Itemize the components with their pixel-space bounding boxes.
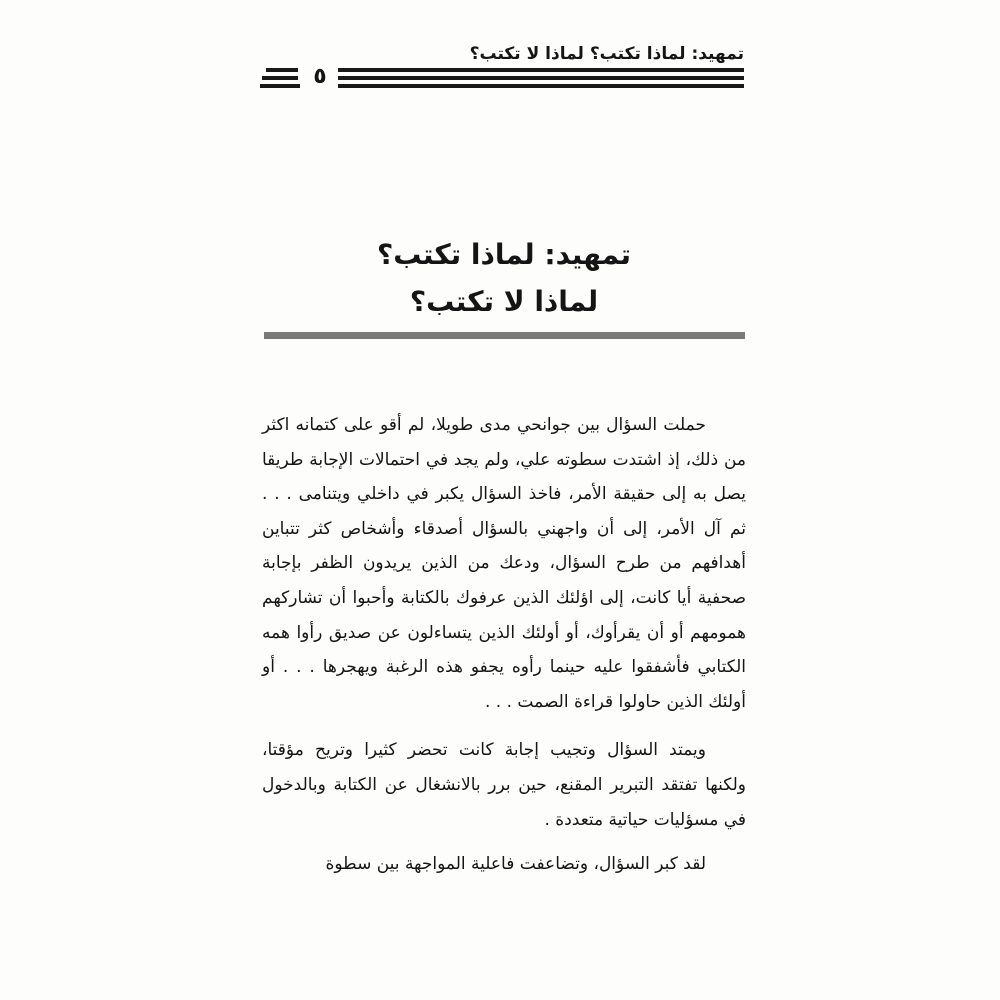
chapter-title-line-1: تمهيد: لماذا تكتب؟ <box>377 238 631 271</box>
header-rule-line <box>338 84 744 88</box>
running-title: تمهيد: لماذا تكتب؟ لماذا لا تكتب؟ <box>469 44 744 64</box>
ornament-line <box>266 68 298 72</box>
page-number: ٥ <box>313 64 327 89</box>
chapter-title-line-2: لماذا لا تكتب؟ <box>409 285 599 318</box>
header-rule <box>338 68 744 90</box>
paragraph: ويمتد السؤال وتجيب إجابة كانت تحضر كثيرا وتريح مؤقتا، ولكنها تفتقد التبرير المقنع، حين برر بالانشغال عن الكتابة وبالدخول في مسؤليات حياتية متعددة . <box>262 740 746 830</box>
paragraph: حملت السؤال بين جوانحي مدى طويلا، لم أقو على كتمانه اكثر من ذلك، إذ اشتدت سطوته علي، ولم يجد في احتمالات الإجابة طريقا يصل به إلى حقيقة الأمر، فاخذ السؤال يكبر في داخلي ويتنامى . . . ثم آل الأمر، إلى أن واجهني بالسؤال أصدقاء وأشخاص كثر تتباين أهدافهم من طرح السؤال، ودعك من الذين يريدون الظفر بإجابة صحفية أيا كانت، إلى اؤلئك الذين عرفوك بالكتابة وأحبوا أن تشاركهم همومهم أو أن يقرأوك، أو أولئك الذين يتساءلون عن صديق رأوا همه الكتابي فأشفقوا عليه حينما رأوه يجفو هذه الرغبة ويهجرها . . . أو أولئك الذين حاولوا قراءة الصمت . . . <box>262 415 746 712</box>
header-rule-line <box>338 76 744 80</box>
body-text <box>262 408 746 882</box>
paragraph: لقد كبر السؤال، وتضاعفت فاعلية المواجهة بين سطوة <box>325 854 706 875</box>
header-rule-line <box>338 68 744 72</box>
running-header <box>260 44 744 104</box>
ornament-line <box>260 84 300 88</box>
title-underline-rule <box>264 332 745 339</box>
header-ornament <box>260 68 300 90</box>
ornament-line <box>262 76 298 80</box>
